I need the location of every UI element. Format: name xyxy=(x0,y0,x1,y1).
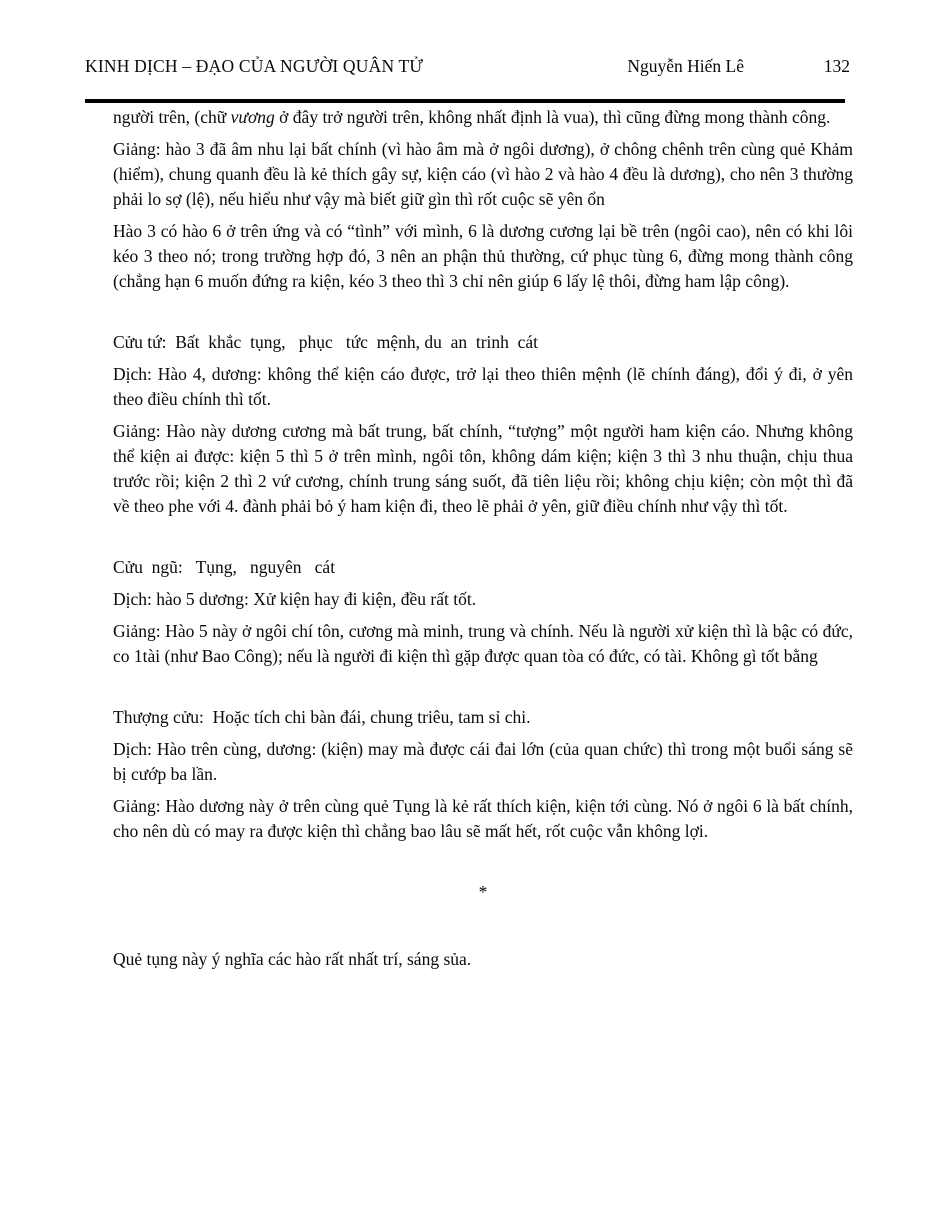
heading-cuu-ngu: Cửu ngũ: Tụng, nguyên cát xyxy=(113,557,336,577)
paragraph-giang-hao6: Giảng: Hào dương này ở trên cùng quẻ Tụng là kẻ rất thích kiện, kiện tới cùng. Nó ở ngôi 6 là bất chính, cho nên dù có may ra được kiện thì chẳng bao lâu sẽ mất hết, rốt cuộc vẫn không lợi. xyxy=(113,796,853,841)
page-body xyxy=(113,105,853,972)
paragraph-hao3-note: Hào 3 có hào 6 ở trên ứng và có “tình” với mình, 6 là dương cương lại bề trên (ngôi cao), nên có khi lôi kéo 3 theo nó; trong trường hợp đó, 3 nên an phận thủ thường, cứ phục tùng 6, đừng mong thành công (chẳng hạn 6 muốn đứng ra kiện, kéo 3 theo thì 3 chỉ nên giúp 6 lấy lệ thôi, đừng ham lập công). xyxy=(113,221,853,291)
paragraph-giang-hao4: Giảng: Hào này dương cương mà bất trung, bất chính, “tượng” một người ham kiện cáo. Nhưng không thể kiện ai được: kiện 5 thì 5 ở trên mình, ngôi tôn, không dám kiện; kiện 3 thì 3 nhu thuận, chịu thua trước rồi; kiện 2 thì 2 vứ cương, chính trung sáng suốt, đã tiên liệu rồi; không chịu kiện; còn một thì đã về theo phe với 4. đành phải bỏ ý ham kiện đi, theo lẽ phải ở yên, giữ điều chính như vậy thì tốt. xyxy=(113,421,853,516)
paragraph-closing: Quẻ tụng này ý nghĩa các hào rất nhất trí, sáng sủa. xyxy=(113,949,472,969)
page-header xyxy=(85,54,850,78)
author-name: Nguyễn Hiến Lê xyxy=(627,56,744,76)
paragraph-dich-hao4: Dịch: Hào 4, dương: không thể kiện cáo được, trở lại theo thiên mệnh (lẽ chính đáng), đổi ý đi, ở yên theo điều chính thì tốt. xyxy=(113,364,853,409)
paragraph-continuation xyxy=(113,105,853,130)
header-rule xyxy=(85,99,845,103)
book-title: KINH DỊCH – ĐẠO CỦA NGƯỜI QUÂN TỬ xyxy=(85,56,424,76)
italic-term: vương xyxy=(230,107,275,127)
paragraph-dich-hao5: Dịch: hào 5 dương: Xử kiện hay đi kiện, đều rất tốt. xyxy=(113,589,477,609)
heading-thuong-cuu: Thượng cửu: Hoặc tích chi bàn đái, chung triêu, tam sỉ chi. xyxy=(113,707,531,727)
paragraph-dich-hao6: Dịch: Hào trên cùng, dương: (kiện) may mà được cái đai lớn (của quan chức) thì trong một buổi sáng sẽ bị cướp ba lần. xyxy=(113,739,853,784)
text-run: người trên, (chữ xyxy=(113,107,231,127)
section-separator-asterisk: * xyxy=(478,882,488,902)
paragraph-giang-hao3: Giảng: hào 3 đã âm nhu lại bất chính (vì hào âm mà ở ngôi dương), ở chông chênh trên cùng quẻ Khảm (hiểm), chung quanh đều là kẻ thích gây sự, kiện cáo (vì hào 2 và hào 4 đều là dương), cho nên 3 thường phải lo sợ (lệ), nếu hiểu như vậy mà biết giữ gìn thì rốt cuộc sẽ yên ổn xyxy=(113,139,853,209)
page-number: 132 xyxy=(823,56,850,76)
paragraph-giang-hao5: Giảng: Hào 5 này ở ngôi chí tôn, cương mà minh, trung và chính. Nếu là người xử kiện thì là bậc có đức, co 1tài (như Bao Công); nếu là người đi kiện thì gặp được quan tòa có đức, có tài. Không gì tốt bằng xyxy=(113,621,853,666)
heading-cuu-tu: Cửu tứ: Bất khắc tụng, phục tức mệnh, du an trinh cát xyxy=(113,332,539,352)
text-run: ở đây trở người trên, không nhất định là vua), thì cũng đừng mong thành công. xyxy=(274,107,831,127)
